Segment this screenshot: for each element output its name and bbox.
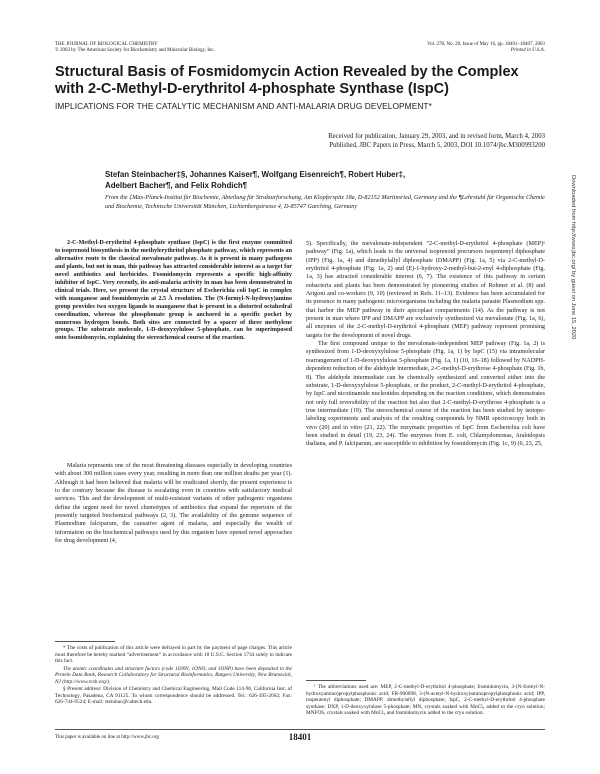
issue-info [330, 42, 545, 54]
intro-left-column [55, 462, 292, 545]
copyright-line: © 2003 by The American Society for Biochemistry and Molecular Biology, Inc. [55, 48, 215, 53]
footnote-abbreviations: ¹ The abbreviations used are: MEP, 2-C-methyl-D-erythritol 4-phosphate; fosmidomycin, 3-(N-formyl-N-hydroxyamino)propylphosphonic acid; FR-900098, 3-(N-acetyl-N-hydroxy)aminopropylphosphonic acid; IPP, isopentenyl diphosphate; DMAPP, dimethylallyl diphosphate; IspC, 2-C-methyl-D-erythritol 4-phosphate synthase; DXP, 1-D-deoxyxylulose 5-phosphate; MN, crystals soaked with MnCl₂ added to the cryo solution; MNFOS, crystals soaked with MnCl₂ and fosmidomycin added to the cryo solution. [306, 684, 545, 716]
footnote-divider-right [306, 680, 366, 681]
footnote-divider-left [55, 641, 115, 642]
publication-dates [200, 133, 545, 151]
footnotes-left [55, 645, 292, 707]
intro-right-column [306, 240, 545, 449]
affiliation: From the ‡Max-Planck-Institut für Biochemie, Abteilung für Strukturforschung, Am Klopferspitz 18a, D-82152 Martinsried, Germany and the ¶Lehrstuhl für Organische Chemie und Biochemie, Technische Universität München, Lichtenbergstrasse 4, D-85747 Garching, Germany [105, 194, 545, 210]
received-line: Received for publication, January 29, 2003, and in revised form, March 4, 2003 [328, 133, 545, 140]
volume-line: Vol. 278, No. 20, Issue of May 16, pp. 18401–18407, 2003 [427, 42, 545, 47]
footnote-address: § Present address: Division of Chemistry and Chemical Engineering, Mail Code 114-96, California Inst. of Technology, Pasadena, CA 91125. To whom correspondence should be addressed. Tel.: 626-395-2662; Fax: 626-744-9524; E-mail: steinbac@caltech.edu. [55, 686, 292, 705]
published-line: Published, JBC Papers in Press, March 5, 2003, DOI 10.1074/jbc.M300993200 [329, 141, 545, 149]
intro-paragraph-continued: 5). Specifically, the mevalonate-independent “2-C-methyl-D-erythritol 4-phosphate (MEP)¹ pathway” (Fig. 1a), which leads to the universal isoprenoid precursors isopentenyl diphosphate (IPP) (Fig. 1a, 4) and dimethylallyl diphosphate (DMAPP) (Fig. 1a, 5) via 2-C-methyl-D-erythritol 4-phosphate (Fig. 1a, 2) and (E)-1-hydroxy-2-methyl-but-2-enyl 4-diphosphate (Fig. 1a, 3) has attracted considerable interest (6, 7). The existence of this pathway in certain eubacteria and plants has been demonstrated by pioneering studies of Rohmer et al. (8) and Arigoni and co-workers (9, 10) (reviewed in Refs. 11–13). Evidence has been accumulated for its presence in many pathogenic microorganisms including the malaria parasite Plasmodium spp. that harbor the MEP pathway in their apicoplast compartments (14). As the pathway is not present in man where IPP and DMAPP are exclusively synthesized via mevalonate (Fig. 1a, 6), all enzymes of the 2-C-methyl-D-erythritol 4-phosphate (MEP) pathway represent promising targets for the development of novel drugs. [306, 241, 545, 339]
footnote-costs: * The costs of publication of this article were defrayed in part by the payment of page charges. This article must therefore be hereby marked “advertisement” in accordance with 18 U.S.C. Section 1734 solely to indicate this fact. [55, 645, 292, 664]
abstract-text: 2-C-Methyl-D-erythritol 4-phosphate synthase (IspC) is the first enzyme committed to isoprenoid biosynthesis in the methylerythritol phosphate pathway, which represents an alternative route to the classical mevalonate pathway. As it is present in many pathogens and plants, but not in man, this pathway has attracted considerable interest as a target for novel antibiotics and herbicides. Fosmidomycin represents a specific high-affinity inhibitor of IspC. Very recently, its anti-malaria activity in man has been demonstrated in clinical trials. Here, we present the crystal structure of Escherichia coli IspC in complex with manganese and fosmidomycin at 2.5 Å resolution. The (N-formyl-N-hydroxy)amino group provides two oxygen ligands to manganese that is present in a distorted octahedral coordination, whereas the phosphonate group is anchored in a specific pocket by numerous hydrogen bonds. Both sites are connected by a spacer of three methylene groups. The substrate molecule, 1-D-deoxyxylulose 5-phosphate, can be superimposed onto fosmidomycin, explaining the stereochemical course of the reaction. [55, 240, 292, 342]
footnote-coordinates: The atomic coordinates and structure factors (code 1ONN, 1ONO, and 1ONP) have been deposited in the Protein Data Bank, Research Collaboratory for Structural Bioinformatics, Rutgers University, New Brunswick, NJ (http://www.rcsb.org/). [55, 665, 292, 685]
printed-line: Printed in U.S.A. [510, 48, 545, 53]
authors-line-2: Adelbert Bacher¶, and Felix Rohdich¶ [105, 181, 248, 190]
page-number: 18401 [288, 732, 312, 742]
intro-paragraph: Malaria represents one of the most threatening diseases especially in developing countries with about 300 million cases every year, resulting in more than one million deaths per year (1). Although it had been believed that malaria will be eradicated shortly, the present experience is to the contrary because the disease is escalating even in countries with satisfactory medical services. This and the development of multi-resistant variants of other pathogenic organisms define the urgent need for novel chemotypes of antibiotics that expand the repertoire of the presently targeted biochemical pathways (2, 3). The availability of the genome sequence of Plasmodium falciparum, the causative agent of malaria, and especially the wealth of information on the biochemical pathways used by this organism have opened novel approaches for drug development (4, [55, 463, 292, 545]
footer-divider [55, 729, 545, 730]
paper-subtitle: IMPLICATIONS FOR THE CATALYTIC MECHANISM AND ANTI-MALARIA DRUG DEVELOPMENT* [55, 101, 432, 111]
journal-name: THE JOURNAL OF BIOLOGICAL CHEMISTRY [55, 42, 158, 47]
footer-availability: This paper is available on line at http://www.jbc.org [55, 735, 159, 740]
author-list [105, 169, 525, 191]
paper-title: Structural Basis of Fosmidomycin Action Revealed by the Complex with 2-C-Methyl-D-erythritol 4-phosphate Synthase (IspC) [55, 64, 519, 97]
footnotes-right [306, 684, 545, 717]
download-watermark: Downloaded from http://www.jbc.org/ by guest on June 15, 2020 [570, 175, 576, 340]
authors-line-1: Stefan Steinbacher‡§, Johannes Kaiser¶, Wolfgang Eisenreich¶, Robert Huber‡, [105, 170, 406, 179]
abstract [55, 240, 292, 343]
journal-header [55, 42, 315, 54]
intro-paragraph-second: The first compound unique to the mevalonate-independent MEP pathway (Fig. 1a, 2) is synthesized from 1-D-deoxyxylulose 5-phosphate (Fig. 1a, 1) by IspC (15) via intramolecular rearrangement of 1-D-deoxyxylulose 5-phosphate (Fig. 1a, 1) (10, 16–18) followed by NADPH-dependent reduction of the aldehyde intermediate, 2-C-methyl-D-erythrose 4-phosphate (Fig. 1b, 8). The aldehyde intermediate can be chemically synthesized and converted either into the substrate, 1-D-deoxyxylulose 5-phosphate, or the product, 2-C-methyl-D-erythritol 4-phosphate, by IspC and nicotinamide nucleotides depending on the reaction conditions, which demonstrates not only full reversibility of the reaction but also that 2-C-methyl-D-erythrose 4-phosphate is a true intermediate (19). The stereochemical course of the reaction has been studied by isotope-labeling experiments and analysis of the resulting compounds by NMR spectroscopy both in vivo (20) and in vitro (21, 22). The enzymatic properties of IspC from Escherichia coli have been studied in detail (19, 23, 24). The enzymes from E. coli, Chlamydomonas, Arabidopsis thaliana, and P. falciparum, are susceptible to inhibition by fosmidomycin (Fig. 1c, 9) (6, 23, 25, [306, 341, 545, 448]
